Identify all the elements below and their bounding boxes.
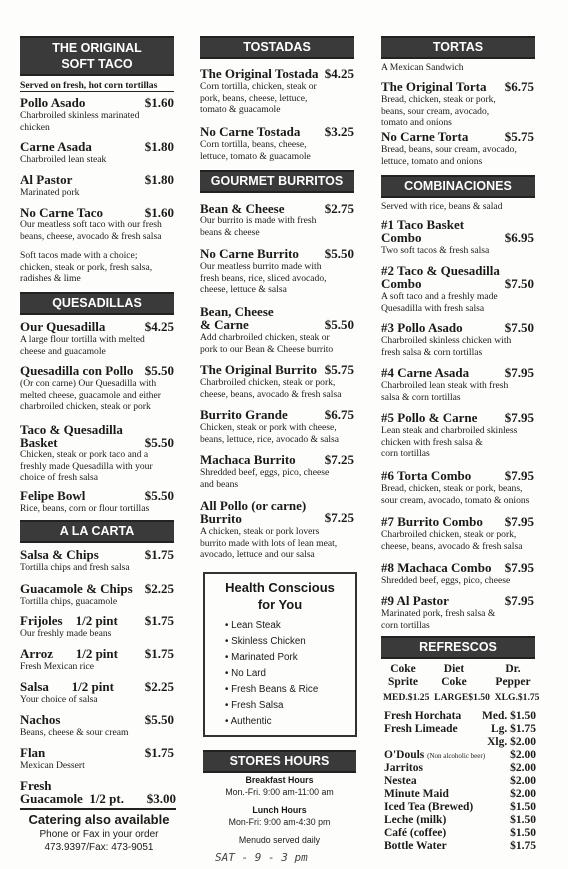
drink-name: Fresh Horchata [384, 710, 462, 722]
menu-item-desc: Marinated pork [20, 187, 80, 198]
menu-item-name: Our Quesadilla [20, 319, 106, 334]
store-hours-header: STORES HOURS [203, 750, 356, 773]
menu-item-desc: Charbroiled skinless marinated chicken [20, 110, 140, 133]
menu-item-name: No Carne Taco [20, 205, 104, 220]
menu-item-price: $5.75 [324, 362, 354, 377]
menu-item-price: $5.50 [144, 435, 174, 450]
drink-name: Iced Tea (Brewed) [384, 801, 474, 813]
menu-item-name: #7 Burrito Combo [381, 514, 483, 529]
menu-item-price: $2.25 [144, 679, 174, 694]
menu-item-desc: Rice, beans, corn or flour tortillas [20, 503, 150, 514]
menu-item-desc: Tortilla chips and fresh salsa [20, 562, 130, 573]
menu-item-desc: Bread, beans, sour cream, avocado, lettuce, tomato and onions [381, 144, 517, 167]
menu-item-desc: Lean steak and charbroiled skinless chicken with fresh salsa & corn tortillas [381, 425, 518, 459]
menu-item-name: #6 Torta Combo [381, 468, 472, 483]
drink-price: $1.75 [510, 840, 536, 852]
health-conscious-box [203, 572, 357, 737]
menu-item-name: Quesadilla con Pollo [20, 363, 134, 378]
menu-item-desc: Charbroiled lean steak [20, 154, 107, 165]
menu-item-desc: Chicken, steak or pork with cheese, beans, lettuce, rice, avocado & salsa [200, 422, 340, 445]
menu-item-desc: Beans, cheese & sour cream [20, 727, 129, 738]
catering-title: Catering also available [28, 812, 170, 827]
menu-item-desc: Charbroiled lean steak with fresh salsa & corn tortillas [381, 380, 509, 403]
menu-item-desc: Our freshly made beans [20, 628, 112, 639]
tostadas-header: TOSTADAS [200, 36, 354, 59]
menu-item-name: Taco & Quesadilla Basket [20, 422, 123, 450]
menu-item-name: Guacamole & Chips [20, 581, 133, 596]
menu-item-name: Bean, Cheese & Carne [200, 304, 274, 332]
menu-item-price: $5.50 [324, 246, 354, 261]
drink-price: Lg. $1.75 [490, 723, 536, 735]
catering-line: Phone or Fax in your order [39, 829, 159, 840]
drink-name: Jarritos [384, 762, 423, 774]
drink-name: Fresh Limeade [384, 723, 458, 735]
menu-item-price: $7.95 [504, 410, 534, 425]
menu-item-name: Felipe Bowl [20, 488, 86, 503]
menu-item-price: $7.25 [324, 510, 354, 525]
drink-price: $2.00 [510, 749, 536, 761]
menu-item-price: $7.95 [504, 560, 534, 575]
menu-item-desc: Charbroiled skinless chicken with fresh salsa & corn tortillas [381, 335, 512, 358]
menu-item-price: $1.80 [144, 139, 174, 154]
menu-item-price: $6.95 [504, 230, 534, 245]
menudo-note: Menudo served daily [238, 835, 321, 845]
health-item: • No Lard [225, 668, 267, 679]
menu-item-price: $5.50 [144, 712, 174, 727]
menu-item-name: No Carne Burrito [200, 246, 299, 261]
drink-name: Nestea [384, 775, 417, 787]
health-item: • Authentic [225, 716, 272, 727]
menu-item-price: $1.60 [144, 95, 174, 110]
drink-name: Leche (milk) [384, 814, 447, 826]
catering-phone: 473.9397/Fax: 473-9051 [44, 842, 154, 853]
menu-item-name: Burrito Grande [200, 407, 288, 422]
menu-item-desc: Add charbroiled chicken, steak or pork to our Bean & Cheese burrito [200, 332, 334, 355]
gourmet-burritos-header: GOURMET BURRITOS [200, 170, 354, 193]
soft-taco-header: THE ORIGINAL SOFT TACO [20, 36, 174, 76]
menu-item-desc: Our meatless soft taco with our fresh beans, cheese, avocado & fresh salsa [20, 219, 162, 242]
menu-item-name: Flan [20, 745, 46, 760]
menu-item-price: $5.75 [504, 129, 534, 144]
combos-subtitle: Served with rice, beans & salad [381, 201, 503, 212]
soda-column: Diet Coke [441, 663, 467, 688]
menu-item-price: $2.75 [324, 201, 354, 216]
menu-item-name: Pollo Asado [20, 95, 86, 110]
divider [20, 91, 174, 92]
menu-item-desc: (Or con carne) Our Quesadilla with melted cheese, guacamole and either charbroiled chicken, steak or pork [20, 378, 161, 412]
menu-item-price: $1.75 [144, 745, 174, 760]
menu-item-price: $7.95 [504, 593, 534, 608]
menu-item-name: #8 Machaca Combo [381, 560, 492, 575]
menu-item-desc: Corn tortilla, chicken, steak or pork, beans, cheese, lettuce, tomato & guacamole [200, 81, 317, 115]
menu-item-price: $1.60 [144, 205, 174, 220]
menu-item-desc: Two soft tacos & fresh salsa [381, 245, 490, 256]
menu-item-name: #4 Carne Asada [381, 365, 470, 380]
menu-item-price: $5.50 [324, 317, 354, 332]
health-item: • Skinless Chicken [225, 636, 306, 647]
menu-item-price: $5.50 [144, 488, 174, 503]
menu-item-name: Fresh Guacamole 1/2 pt. [20, 778, 124, 806]
drink-price: Xlg. $2.00 [487, 736, 536, 748]
menu-item-price: $7.50 [504, 320, 534, 335]
menu-item-name: The Original Tostada [200, 66, 319, 81]
menu-item-price: $3.25 [324, 124, 354, 139]
breakfast-title: Breakfast Hours [245, 775, 314, 785]
menu-item-desc: A soft taco and a freshly made Quesadilla with fresh salsa [381, 291, 498, 314]
menu-item-name: Salsa & Chips [20, 547, 99, 562]
menu-item-desc: Mexican Dessert [20, 760, 85, 771]
menu-item-name: #5 Pollo & Carne [381, 410, 478, 425]
menu-item-price: $1.80 [144, 172, 174, 187]
menu-item-desc: Bread, chicken, steak or pork, beans, sour cream, avocado, tomato & onions [381, 483, 530, 506]
menu-item-price: $1.75 [144, 547, 174, 562]
tortas-subtitle: A Mexican Sandwich [381, 62, 464, 73]
menu-item-name: Al Pastor [20, 172, 73, 187]
menu-item-price: $7.50 [504, 276, 534, 291]
menu-item-name: #3 Pollo Asado [381, 320, 463, 335]
menu-item-name: #1 Taco Basket Combo [381, 217, 465, 245]
soda-column: Dr. Pepper [495, 663, 531, 688]
soda-column: Coke Sprite [387, 663, 419, 688]
drink-price: $2.00 [510, 775, 536, 787]
menu-item-desc: Fresh Mexican rice [20, 661, 95, 672]
drink-name: Café (coffee) [384, 827, 447, 839]
drink-name: Minute Maid [384, 788, 449, 800]
menu-item-name: #2 Taco & Quesadilla Combo [381, 263, 500, 291]
drink-note: (Non alcoholic beer) [427, 752, 486, 760]
menu-item-name: Carne Asada [20, 139, 92, 154]
menu-item-desc: Charbroiled chicken, steak or pork, cheese, beans, avocado & fresh salsa [200, 377, 342, 400]
menu-item-price: $6.75 [504, 79, 534, 94]
menu-item-name: No Carne Tostada [200, 124, 301, 139]
drink-price: $1.50 [510, 827, 536, 839]
menu-item-name: All Pollo (or carne) Burrito [200, 498, 307, 526]
drink-name: Bottle Water [384, 840, 447, 852]
health-item: • Lean Steak [225, 620, 281, 631]
menu-item-desc: Charbroiled chicken, steak or pork, cheese, beans, avocado & fresh salsa [381, 529, 523, 552]
menu-item-price: $7.95 [504, 365, 534, 380]
menu-item-desc: Shredded beef, eggs, pico, cheese [381, 575, 511, 586]
menu-item-name: No Carne Torta [381, 129, 469, 144]
menu-item-price: $4.25 [144, 319, 174, 334]
menu-item-name: Salsa 1/2 pint [20, 679, 114, 694]
menu-item-desc: Our meatless burrito made with fresh beans, rice, sliced avocado, cheese, lettuce & salsa [200, 261, 327, 295]
menu-item-desc: Bread, chicken, steak or pork, beans, sour cream, avocado, tomato and onions [381, 94, 496, 128]
drink-price: $1.50 [510, 801, 536, 813]
menu-item-price: $7.95 [504, 514, 534, 529]
drink-price: Med. $1.50 [482, 710, 536, 722]
soft-taco-subtitle: Served on fresh, hot corn tortillas [20, 80, 158, 91]
health-conscious-title: Health Conscious for You [225, 580, 335, 612]
menu-item-name: #9 Al Pastor [381, 593, 449, 608]
menu-item-price: $3.00 [146, 791, 176, 806]
soft-taco-note: Soft tacos made with a choice; chicken, steak or pork, fresh salsa, radishes & lime [20, 250, 153, 284]
menu-item-desc: Your choice of salsa [20, 694, 98, 705]
drink-price: $2.00 [510, 788, 536, 800]
menu-item-desc: Marinated pork, fresh salsa & corn tortillas [381, 608, 496, 631]
handwritten-note: SAT - 9 - 3 pm [215, 851, 308, 864]
menu-item-price: $7.25 [324, 452, 354, 467]
health-item: • Fresh Beans & Rice [225, 684, 319, 695]
lunch-title: Lunch Hours [252, 805, 307, 815]
menu-item-name: Arroz 1/2 pint [20, 646, 118, 661]
quesadillas-header: QUESADILLAS [20, 292, 174, 315]
menu-item-price: $1.75 [144, 646, 174, 661]
menu-item-name: The Original Torta [381, 79, 487, 94]
health-item: • Fresh Salsa [225, 700, 284, 711]
drink-price: $2.00 [510, 762, 536, 774]
menu-item-price: $4.25 [324, 66, 354, 81]
menu-item-desc: Shredded beef, eggs, pico, cheese and beans [200, 467, 330, 490]
combinaciones-header: COMBINACIONES [381, 175, 535, 198]
menu-item-desc: Tortilla chips, guacamole [20, 596, 118, 607]
menu-item-desc: Corn tortilla, beans, cheese, lettuce, tomato & guacamole [200, 139, 311, 162]
menu-item-desc: A large flour tortilla with melted cheese and guacamole [20, 334, 145, 357]
menu-item-name: Frijoles 1/2 pint [20, 613, 118, 628]
menu-item-desc: A chicken, steak or pork lovers burrito made with lots of lean meat, avocado, lettuce and our salsa [200, 526, 338, 560]
menu-item-price: $2.25 [144, 581, 174, 596]
health-item: • Marinated Pork [225, 652, 298, 663]
breakfast-hours: Mon.-Fri. 9:00 am-11:00 am [225, 787, 334, 797]
refrescos-header: REFRESCOS [381, 636, 535, 659]
menu-item-desc: Our burrito is made with fresh beans & cheese [200, 215, 317, 238]
drink-price: $1.50 [510, 814, 536, 826]
menu-item-name: Nachos [20, 712, 61, 727]
drink-name: O'Douls (Non alcoholic beer) [384, 749, 486, 761]
tortas-header: TORTAS [381, 36, 535, 59]
menu-item-price: $1.75 [144, 613, 174, 628]
menu-item-desc: Chicken, steak or pork taco and a freshly made Quesadilla with your choice of fresh salsa [20, 449, 153, 483]
soda-prices: MED.$1.25 LARGE$1.50 XLG.$1.75 [383, 692, 540, 703]
menu-item-price: $7.95 [504, 468, 534, 483]
menu-item-name: The Original Burrito [200, 362, 317, 377]
a-la-carta-header: A LA CARTA [20, 520, 174, 543]
menu-item-price: $5.50 [144, 363, 174, 378]
menu-item-price: $6.75 [324, 407, 354, 422]
lunch-hours: Mon-Fri: 9:00 am-4:30 pm [228, 817, 331, 827]
divider [20, 808, 176, 810]
menu-item-name: Machaca Burrito [200, 452, 296, 467]
menu-item-name: Bean & Cheese [200, 201, 285, 216]
